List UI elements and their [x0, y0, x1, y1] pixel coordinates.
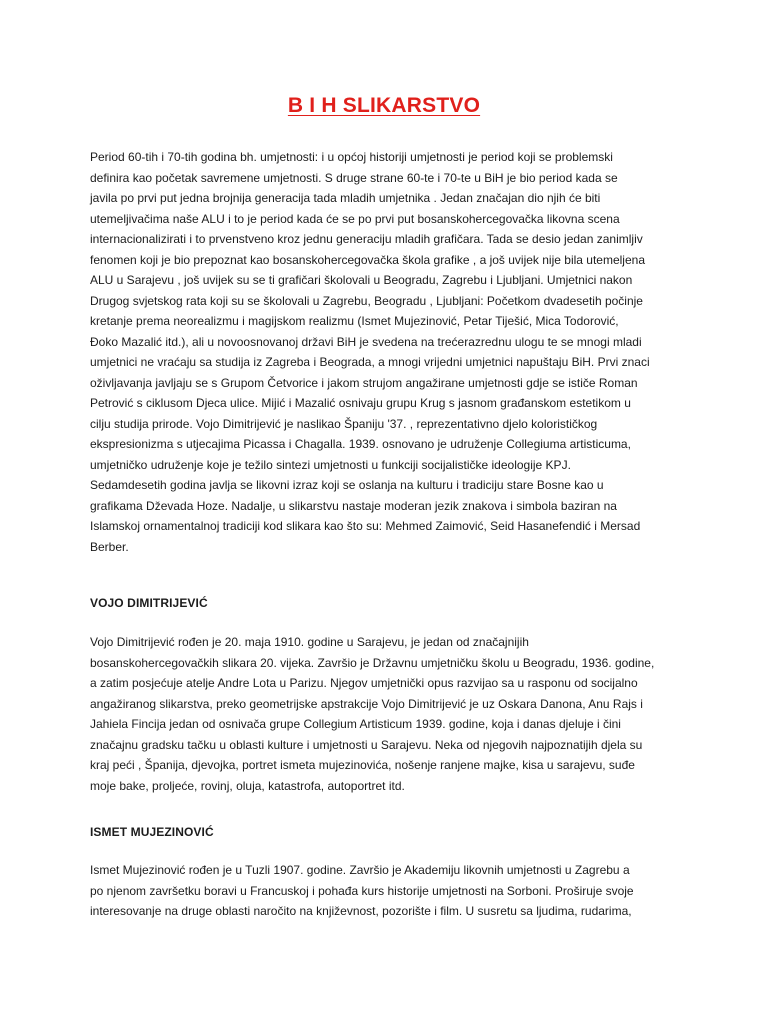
paragraph-line: javila po prvi put jedna brojnija generacija tada mladih umjetnika . Jedan značajan dio njih će biti [90, 191, 601, 205]
paragraph-line: Berber. [90, 539, 129, 554]
paragraph-line: Jahiela Fincija jedan od osnivača grupe Collegium Artisticum 1939. godine, koja i danas djeluje i čini [90, 717, 621, 731]
paragraph-line: značajnu gradsku tačku u oblasti kulture i umjetnosti u Sarajevu. Neka od njegovih najpoznatijih djela su [90, 737, 643, 752]
paragraph-line: definira kao početak savremene umjetnosti. S druge strane 60-te i 70-te u BiH je bio period kada se [90, 170, 618, 185]
paragraph-line: Period 60-tih i 70-tih godina bh. umjetnosti: i u općoj historiji umjetnosti je period koji se problemski [90, 150, 613, 164]
paragraph-line: po njenom završetku boravi u Francuskoj i pohađa kurs historije umjetnosti na Sorboni. Proširuje svoje [90, 883, 634, 898]
paragraph-line: interesovanje na druge oblasti naročito na književnost, pozorište i film. U susretu sa ljudima, rudarima, [90, 904, 632, 918]
paragraph-line: Vojo Dimitrijević rođen je 20. maja 1910. godine u Sarajevu, je jedan od značajnijih [90, 635, 529, 649]
paragraph-line: grafikama Dževada Hoze. Nadalje, u slikarstvu nastaje moderan jezik znakova i simbola baziran na [90, 498, 617, 513]
paragraph-line: Drugog svjetskog rata koji su se školovali u Zagrebu, Beogradu , Ljubljani: Početkom dvadesetih počinje [90, 293, 643, 308]
paragraph-line: Đoko Mazalić itd.), ali u novoosnovanoj državi BiH je svedena na trećerazrednu ulogu te se mnogi mladi [90, 334, 642, 349]
paragraph-line: Islamskoj ornamentalnoj tradiciji kod slikara kao što su: Mehmed Zaimović, Seid Hasanefendić i Mersad [90, 519, 641, 533]
paragraph-line: angažiranog slikarstva, preko geometrijske apstrakcije Vojo Dimitrijević je uz Oskara Danona, Anu Rajs i [90, 696, 643, 711]
paragraph-line: oživljavanja javljaju se s Grupom Četvorice i jakom strujom angažirane umjetnosti gdje se ističe Roman [90, 375, 638, 390]
paragraph-line: umjetničko udruženje koje je težilo sintezi umjetnosti u funkciji socijalističke ideologije KPJ. [90, 457, 571, 472]
paragraph-line: Petrović s ciklusom Djeca ulice. Mijić i Mazalić osnivaju grupu Krug s jasnom građanskom estetikom u [90, 396, 631, 410]
paragraph-line: cilju studija prirode. Vojo Dimitrijević je naslikao Španiju '37. , reprezentativno djelo kolorističkog [90, 416, 598, 431]
vojo-paragraph [90, 632, 690, 796]
section-heading-vojo: VOJO DIMITRIJEVIĆ [90, 596, 208, 610]
paragraph-line: Sedamdesetih godina javlja se likovni izraz koji se oslanja na kulturu i tradiciju stare Bosne kao u [90, 478, 604, 492]
intro-paragraph [90, 147, 690, 557]
paragraph-line: Ismet Mujezinović rođen je u Tuzli 1907. godine. Završio je Akademiju likovnih umjetnosti u Zagrebu a [90, 863, 630, 877]
paragraph-line: kretanje prema neorealizmu i magijskom realizmu (Ismet Mujezinović, Petar Tiješić, Mica Todorović, [90, 314, 619, 328]
paragraph-line: internacionalizirati i to prvenstveno kroz jednu generaciju mladih grafičara. Tada se desio jedan zanimljiv [90, 232, 643, 246]
paragraph-line: kraj peći , Španija, djevojka, portret ismeta mujezinovića, nošenje ranjene majke, kisa u sarajevu, suđe [90, 758, 635, 772]
paragraph-line: ekspresionizma s utjecajima Picassa i Chagalla. 1939. osnovano je udruženje Collegiuma artisticuma, [90, 437, 631, 451]
section-heading-ismet: ISMET MUJEZINOVIĆ [90, 825, 214, 839]
paragraph-line: a zatim posjećuje atelje Andre Lota u Parizu. Njegov umjetnički opus razvijao sa u rasponu od socijalno [90, 676, 638, 690]
paragraph-line: fenomen koji je bio prepoznat kao bosanskohercegovačka škola grafike , a još uvijek nije bila utemeljena [90, 252, 645, 267]
page-title: B I H SLIKARSTVO [287, 94, 481, 117]
paragraph-line: bosanskohercegovačkih slikara 20. vijeka. Završio je Državnu umjetničku školu u Beogradu, 1936. godine, [90, 655, 655, 670]
paragraph-line: moje bake, proljeće, rovinj, oluja, katastrofa, autoportret itd. [90, 778, 405, 793]
paragraph-line: utemeljivačima naše ALU i to je period kada će se po prvi put bosanskohercegovačka likovna scena [90, 211, 620, 226]
paragraph-line: umjetnici ne vraćaju sa studija iz Zagreba i Beograda, a mnogi vrijedni umjetnici napuštaju BiH. Prvi znaci [90, 355, 650, 369]
ismet-paragraph [90, 860, 690, 922]
paragraph-line: ALU u Sarajevu , još uvijek su se ti grafičari školovali u Beogradu, Zagrebu i Ljubljani. Umjetnici nakon [90, 273, 633, 287]
